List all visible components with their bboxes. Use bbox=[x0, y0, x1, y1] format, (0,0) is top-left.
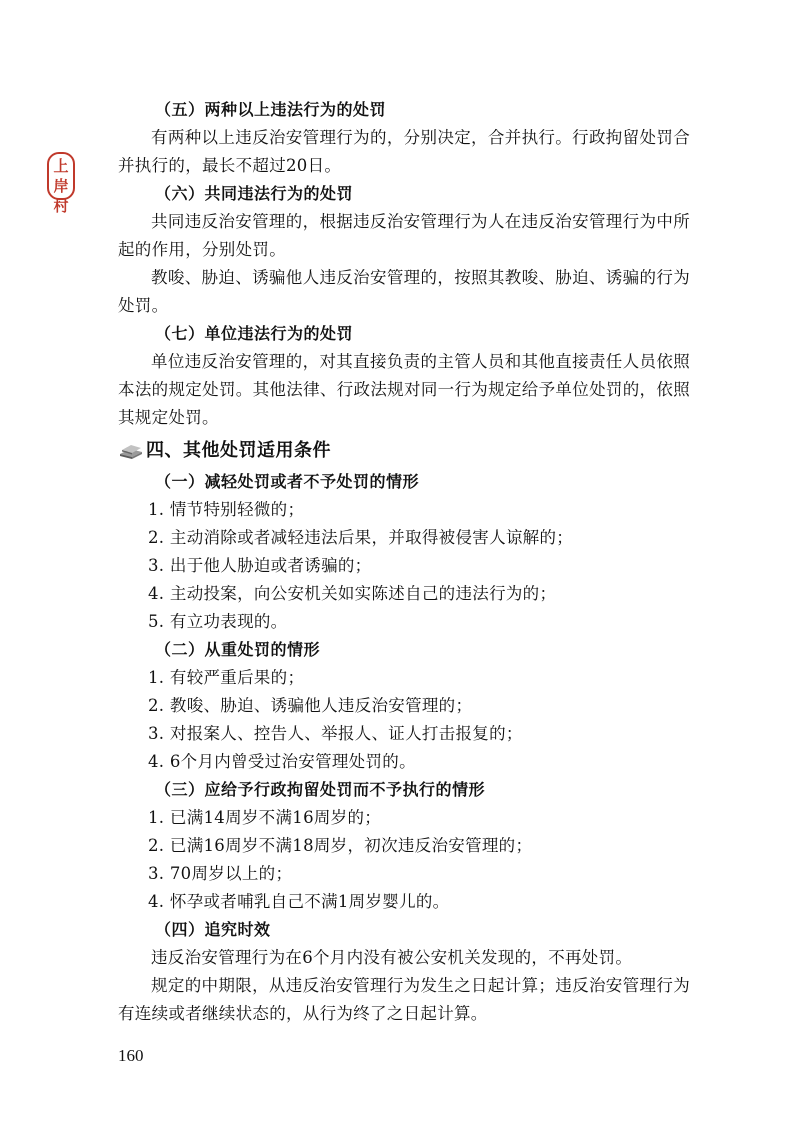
subheading: （五）两种以上违法行为的处罚 bbox=[155, 100, 387, 119]
subheading: （一）减轻处罚或者不予处罚的情形 bbox=[155, 472, 420, 491]
list-item: 2. 教唆、胁迫、诱骗他人违反治安管理的； bbox=[148, 696, 473, 715]
list-item: 3. 70周岁以上的； bbox=[148, 864, 293, 883]
paragraph: 单位违反治安管理的，对其直接负责的主管人员和其他直接责任人员依照本法的规定处罚。其他法律、行政法规对同一行为规定给予单位处罚的，依照其规定处罚。 bbox=[118, 352, 690, 427]
list-item: 3. 对报案人、控告人、举报人、证人打击报复的； bbox=[148, 724, 523, 743]
list-item: 3. 出于他人胁迫或者诱骗的； bbox=[148, 556, 372, 575]
paragraph: 有两种以上违反治安管理行为的，分别决定，合并执行。行政拘留处罚合并执行的，最长不超过20日。 bbox=[118, 128, 690, 175]
list-item: 4. 主动投案，向公安机关如实陈述自己的违法行为的； bbox=[148, 584, 557, 603]
subheading: （六）共同违法行为的处罚 bbox=[155, 184, 354, 203]
book-stack-icon bbox=[118, 442, 144, 460]
seal-char: 村 bbox=[53, 197, 69, 215]
list-item: 1. 已满14周岁不满16周岁的； bbox=[148, 808, 382, 827]
paragraph: 共同违反治安管理的，根据违反治安管理行为人在违反治安管理行为中所起的作用，分别处罚。 bbox=[118, 212, 690, 259]
seal-char: 岸 bbox=[53, 177, 69, 195]
section-heading bbox=[118, 436, 690, 466]
paragraph: 教唆、胁迫、诱骗他人违反治安管理的，按照其教唆、胁迫、诱骗的行为处罚。 bbox=[118, 268, 690, 315]
section-heading-text: 四、其他处罚适用条件 bbox=[146, 440, 331, 461]
list-item: 1. 情节特别轻微的； bbox=[148, 500, 305, 519]
list-item: 2. 已满16周岁不满18周岁，初次违反治安管理的； bbox=[148, 836, 533, 855]
seal-char: 上 bbox=[53, 157, 69, 175]
page-number: 160 bbox=[118, 1046, 144, 1065]
subheading: （四）追究时效 bbox=[155, 920, 271, 939]
page-body bbox=[118, 96, 690, 1028]
red-seal-stamp bbox=[47, 152, 75, 215]
list-item: 2. 主动消除或者减轻违法后果，并取得被侵害人谅解的； bbox=[148, 528, 574, 547]
list-item: 1. 有较严重后果的； bbox=[148, 668, 305, 687]
list-item: 5. 有立功表现的。 bbox=[148, 612, 288, 631]
list-item: 4. 6个月内曾受过治安管理处罚的。 bbox=[148, 752, 416, 771]
paragraph: 规定的中期限，从违反治安管理行为发生之日起计算；违反治安管理行为有连续或者继续状态的，从行为终了之日起计算。 bbox=[118, 976, 690, 1023]
subheading: （七）单位违法行为的处罚 bbox=[155, 324, 354, 343]
subheading: （三）应给予行政拘留处罚而不予执行的情形 bbox=[155, 780, 486, 799]
list-item: 4. 怀孕或者哺乳自己不满1周岁婴儿的。 bbox=[148, 892, 450, 911]
subheading: （二）从重处罚的情形 bbox=[155, 640, 321, 659]
paragraph: 违反治安管理行为在6个月内没有被公安机关发现的，不再处罚。 bbox=[151, 948, 633, 967]
